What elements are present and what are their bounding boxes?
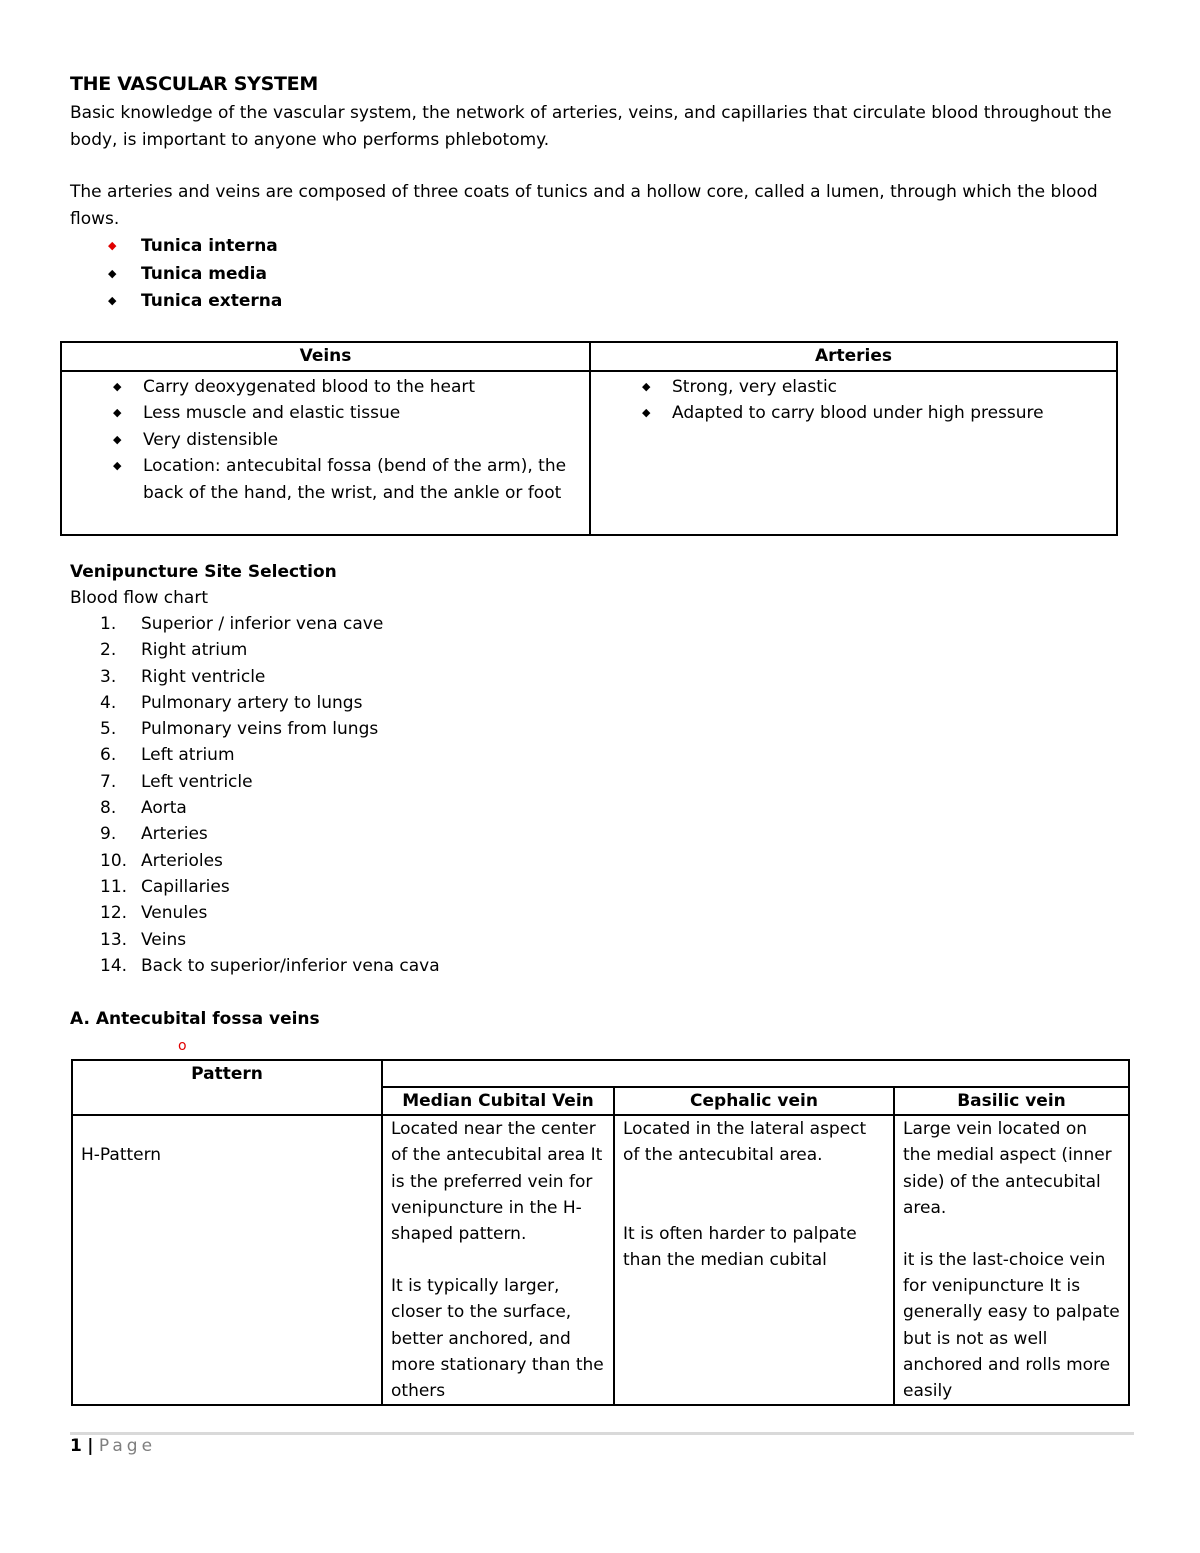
list-item: 9. Arteries (100, 824, 208, 845)
blood-flow-list (100, 611, 440, 979)
list-item: 7. Left ventricle (100, 771, 253, 792)
basilic-text-1: Large vein located on the medial aspect (inner side) of the antecubital area. (903, 1119, 1112, 1218)
list-item: 12. Venules (100, 903, 208, 924)
diamond-bullet-icon: ◆ (108, 239, 117, 252)
cephalic-text-2: It is often harder to palpate than the median cubital (623, 1223, 857, 1270)
tunics-intro-paragraph: The arteries and veins are composed of three coats of tunics and a hollow core, called a lumen, through which the blood flows. (70, 182, 1098, 229)
median-cubital-header: Median Cubital Vein (382, 1087, 614, 1115)
diamond-bullet-icon: ◆ (113, 406, 122, 419)
list-item: 8. Aorta (100, 798, 187, 819)
median-text-1: Located near the center of the antecubital area It is the preferred vein for venipuncture in the H-shaped pattern. (391, 1119, 603, 1245)
empty-header-cell (382, 1060, 1129, 1087)
list-item: 6. Left atrium (100, 745, 235, 766)
veins-header: Veins (61, 342, 590, 371)
list-item: ◆ Adapted to carry blood under high pressure (637, 400, 1116, 427)
list-item: ◆ Tunica externa (105, 288, 282, 316)
footer-separator: | (87, 1436, 94, 1456)
list-item: 1. Superior / inferior vena cave (100, 614, 384, 634)
diamond-bullet-icon: ◆ (113, 379, 122, 393)
veins-cell (61, 371, 590, 535)
list-item: 13. Veins (100, 929, 187, 950)
page-title: THE VASCULAR SYSTEM (70, 73, 318, 95)
red-circle-marker: o (178, 1038, 187, 1054)
basilic-header: Basilic vein (894, 1087, 1129, 1115)
basilic-cell (894, 1115, 1129, 1405)
tunics-list (105, 233, 282, 316)
list-item: 5. Pulmonary veins from lungs (100, 719, 379, 740)
list-item: 11. Capillaries (100, 876, 230, 897)
pattern-header: Pattern (72, 1060, 382, 1115)
footer-divider (70, 1432, 1134, 1435)
page-label: Page (98, 1436, 157, 1456)
diamond-bullet-icon: ◆ (113, 432, 122, 446)
list-item: ◆ Very distensible (108, 427, 589, 454)
veins-arteries-table (60, 341, 1118, 536)
list-item: ◆ Less muscle and elastic tissue (108, 400, 589, 427)
site-selection-heading: Venipuncture Site Selection (70, 562, 337, 582)
list-item: 2. Right atrium (100, 640, 248, 661)
list-item: ◆ Location: antecubital fossa (bend of the arm), the back of the hand, the wrist, and the ankle or foot (108, 453, 589, 506)
row-label: H-Pattern (81, 1145, 162, 1166)
arteries-cell (590, 371, 1117, 535)
diamond-bullet-icon: ◆ (108, 266, 117, 280)
antecubital-veins-table (71, 1059, 1130, 1406)
antecubital-heading: A. Antecubital fossa veins (70, 1009, 320, 1029)
list-item: 3. Right ventricle (100, 666, 266, 687)
row-label-cell (72, 1115, 382, 1405)
diamond-bullet-icon: ◆ (642, 379, 651, 393)
page-number: 1 (70, 1436, 82, 1456)
median-cubital-cell (382, 1115, 614, 1405)
list-item: ◆ Strong, very elastic (637, 374, 1116, 401)
list-item: 14. Back to superior/inferior vena cava (100, 955, 440, 976)
median-text-2: It is typically larger, closer to the surface, better anchored, and more stationary than the others (391, 1276, 604, 1402)
basilic-text-2: it is the last-choice vein for venipuncture It is generally easy to palpate but is not as well anchored and rolls more easily (903, 1250, 1120, 1402)
cephalic-text-1: Located in the lateral aspect of the antecubital area. (623, 1119, 867, 1166)
diamond-bullet-icon: ◆ (108, 294, 117, 307)
list-item: ◆ Carry deoxygenated blood to the heart (108, 374, 589, 401)
diamond-bullet-icon: ◆ (642, 406, 651, 419)
list-item: ◆ Tunica media (105, 261, 282, 289)
blood-flow-subheading: Blood flow chart (70, 588, 208, 608)
list-item: 10. Arterioles (100, 850, 223, 871)
arteries-header: Arteries (590, 342, 1117, 371)
cephalic-cell (614, 1115, 894, 1405)
intro-paragraph: Basic knowledge of the vascular system, the network of arteries, veins, and capillaries that circulate blood throughout the body, is important to anyone who performs phlebotomy. (70, 103, 1112, 150)
list-item: ◆ Tunica interna (105, 233, 282, 261)
page-footer (70, 1436, 156, 1456)
list-item: 4. Pulmonary artery to lungs (100, 692, 363, 713)
cephalic-header: Cephalic vein (614, 1087, 894, 1115)
diamond-bullet-icon: ◆ (113, 459, 122, 472)
